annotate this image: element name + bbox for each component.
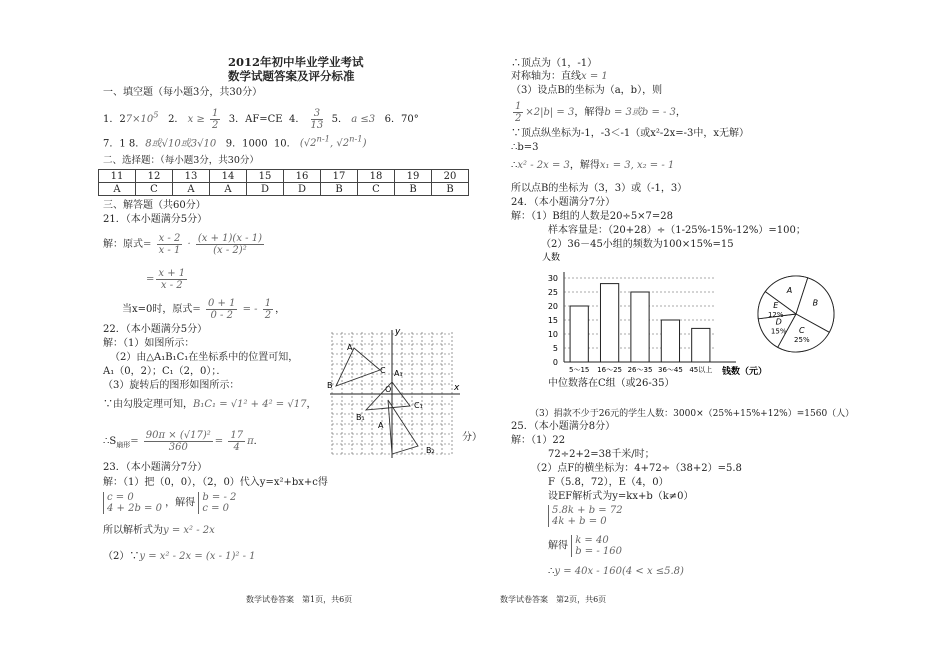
fill-row-2: 7．1 8．8或√10或3√10 9．1000 10． (√2$^{n-1}$, √2$^{n-1}$)	[103, 134, 367, 150]
y-tick-label: 10	[547, 330, 558, 339]
q24-line1: 解：（1）B组的人数是20÷5×7=28	[511, 211, 674, 222]
footer-page-2: 数学试卷答案 第2页，共6页	[500, 595, 607, 604]
x-tick-label: 36～45	[657, 366, 683, 374]
table-row: 11 12 13 14 15 16 17 18 19 20	[99, 170, 469, 183]
r-solve: ∴x² - 2x = 3，解得x₁ = 3, x₂ = - 1	[511, 160, 675, 171]
q23-line2: 所以解析式为y = x² - 2x	[103, 525, 215, 536]
x-tick-label: 26～35	[627, 366, 653, 374]
label-c1: C₁	[414, 401, 423, 410]
q22-title: 22．（本小题满分5分）	[103, 324, 208, 335]
y-tick-label: 25	[547, 288, 558, 297]
x-axis-label: x	[454, 383, 460, 393]
q22-line4: （3）旋转后的图形如图所示：	[103, 380, 240, 391]
q22-line3: A₁（0，2）；C₁（2，0）；．	[103, 366, 227, 377]
r-axis: 对称轴为：直线x = 1	[511, 71, 608, 82]
q25-line5: 设EF解析式为y=kx+b（k≠0）	[548, 491, 694, 502]
q24-median: 中位数落在C组（或26-35）	[548, 378, 675, 389]
q22-score-tail: 分）	[462, 432, 482, 443]
label-b2: B₂	[426, 446, 435, 455]
pie-label: D	[775, 317, 782, 327]
q21-line3: 当x=0时，原式= $\frac{0 + 1}{0 - 2}$ = - $\frac{1}{2}$ ，	[122, 298, 286, 321]
q23-line1: 解：（1）把（0，0），（2，0）代入y=x²+bx+c得	[103, 477, 328, 488]
y-tick-label: 20	[547, 302, 558, 311]
q25-final: ∴y = 40x - 160(4 < x ≤5.8)	[548, 566, 684, 577]
pie-percent-label: 15%	[770, 327, 787, 336]
q24-part3: （3）捐款不少于26元的学生人数：3000×（25%+15%+12%）=1560（人）	[530, 409, 855, 419]
q24-title: 24．（本小题满分7分）	[511, 197, 616, 208]
q21-line2: = $\frac{x + 1}{x - 2}$	[146, 268, 186, 291]
y-tick-label: 0	[552, 358, 558, 367]
bar-chart	[538, 252, 768, 377]
q24-line3: （2）36－45小组的频数为100×15%=15	[541, 239, 734, 250]
pie-percent-label: 12%	[767, 310, 784, 319]
origin-label: O	[385, 385, 392, 394]
q25-line4: F（5.8，72），E（4，0）	[548, 477, 669, 488]
q22-line5: ∵由勾股定理可知，B₁C₁ = √1² + 4² = √17，	[103, 399, 317, 410]
bar	[570, 306, 588, 362]
label-b1: B₁	[356, 413, 365, 422]
section-fill-blank: 一、填空题（每小题3分，共30分）	[103, 87, 263, 98]
q24-line2: 样本容量是：（20+28）÷（1-25%-15%-12%）=100；	[548, 225, 806, 236]
r-vertex-y: ∵顶点纵坐标为-1，-3＜-1（或x²-2x=-3中，x无解）	[511, 128, 750, 139]
q22-line1: 解：（1）如图所示：	[103, 338, 195, 349]
label-c: C	[380, 366, 386, 375]
title-line2: 数学试题答案及评分标准	[228, 69, 355, 83]
answer-table	[98, 169, 469, 196]
q21-title: 21．（本小题满分5分）	[103, 214, 208, 225]
q22-line6: $\therefore S_{扇形}=$ $\frac{\text{90π × (√17)²}}{360}$ = $\frac{17}{4}$ π．	[103, 430, 264, 453]
bar	[692, 328, 710, 362]
r-area-eq: $\frac{1}{2}$ ×2|b| = 3，解得b = 3或b = - 3，	[515, 101, 686, 124]
pie-chart	[756, 274, 836, 354]
q23-title: 23．（本小题满分7分）	[103, 462, 208, 473]
r-b-coords: 所以点B的坐标为（3，3）或（-1，3）	[511, 183, 688, 194]
section-choice: 二、选择题：（每小题3分，共30分）	[103, 155, 259, 166]
label-a1: A₁	[394, 369, 403, 378]
y-tick-label: 30	[547, 274, 558, 283]
bar	[600, 284, 618, 362]
y-tick-label: 5	[552, 344, 558, 353]
pie-label: B	[812, 298, 819, 308]
label-a-prime: A	[378, 421, 384, 430]
y-axis-label: y	[395, 327, 401, 337]
x-axis-label: 钱数（元）	[722, 367, 768, 377]
q25-title: 25．（本小题满分8分）	[511, 421, 616, 432]
label-b: B	[327, 381, 333, 390]
q25-solution: 解得 k = 40 b = - 160	[548, 535, 622, 557]
table-row: A C A A D D B C B B	[99, 183, 469, 196]
bar	[631, 292, 649, 362]
q25-line3: （2）点F的横坐标为：4+72÷（38+2）=5.8	[531, 463, 742, 474]
r-b3: ∴b=3	[511, 142, 539, 153]
title-line1: 2012年初中毕业学业考试	[228, 55, 364, 69]
pie-label: A	[786, 286, 793, 296]
x-tick-label: 5～15	[569, 366, 590, 374]
q23-line3: （2）∵y = x² - 2x = (x - 1)² - 1	[103, 551, 256, 562]
q25-system: 5.8k + b = 72 4k + b = 0	[548, 505, 623, 527]
bar	[661, 320, 679, 362]
fill-row-1: 1．$27\times 10^5$ 2． x ≥ $\frac{1}{2}$ 3．AF=CE 4． $\frac{3}{13}$ 5． a ≤3 6．70°	[103, 108, 419, 131]
r-part3: （3）设点B的坐标为（a，b），则	[511, 85, 663, 96]
q22-coordinate-figure	[322, 326, 462, 458]
label-a: A	[347, 343, 353, 352]
r-vertex: ∴顶点为（1，-1）	[511, 58, 598, 69]
pie-percent-label: 25%	[794, 336, 810, 345]
section-solutions: 三、解答题（共60分）	[103, 200, 206, 211]
x-tick-label: 16～25	[597, 366, 623, 374]
pie-label: E	[773, 300, 779, 310]
x-tick-label: 45以上	[689, 366, 713, 374]
q25-line1: 解：（1）22	[511, 435, 566, 446]
pie-label: C	[799, 326, 805, 336]
footer-page-1: 数学试卷答案 第1页，共6页	[246, 595, 353, 604]
q22-line2: （2）由△A₁B₁C₁在坐标系中的位置可知，	[110, 352, 299, 363]
y-tick-label: 15	[547, 316, 558, 325]
q25-line2: 72÷2+2=38千米/时；	[548, 449, 655, 460]
y-axis-label: 人数	[542, 253, 561, 263]
q21-line1: 解：原式= $\frac{x - 2}{x - 1}$ · $\frac{(x + 1)(x - 1)}{\text{(x - 2)²}}$	[103, 233, 262, 256]
q23-system: c = 0 4 + 2b = 0 ，解得 b = - 2 c = 0	[103, 492, 236, 514]
